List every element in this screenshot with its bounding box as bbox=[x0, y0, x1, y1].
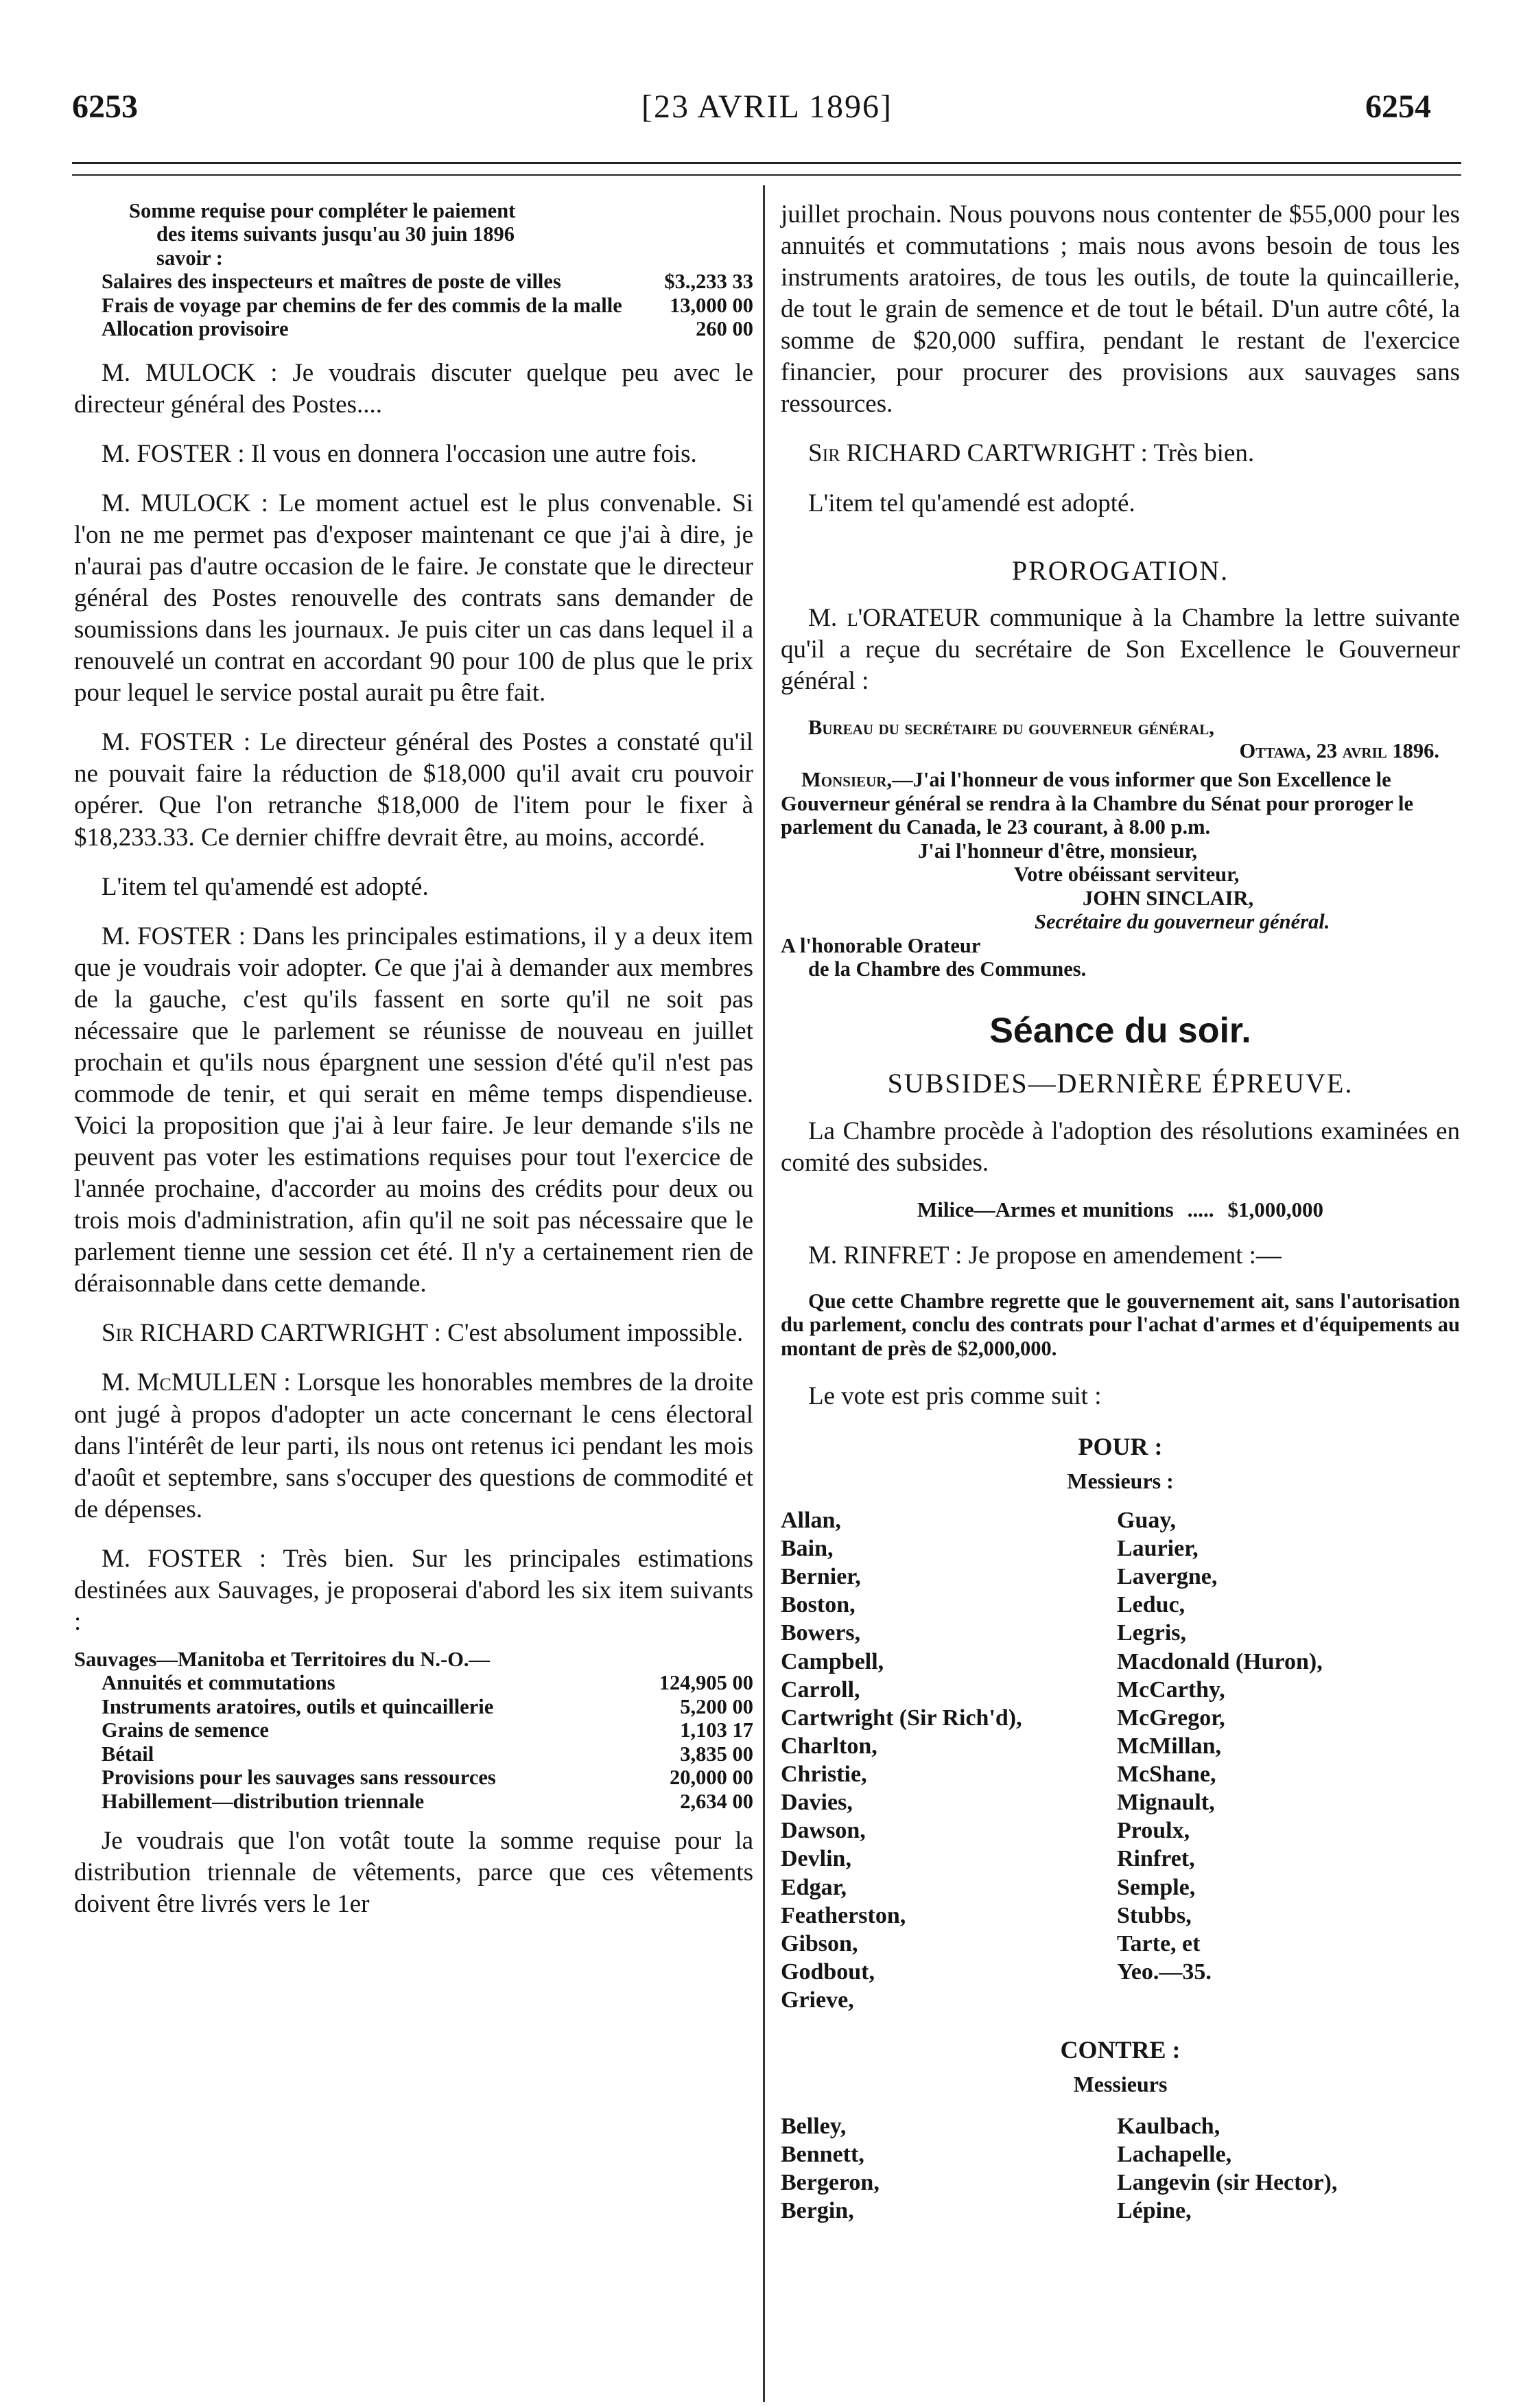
paragraph: M. RINFRET : Je propose en amendement :— bbox=[808, 1241, 1282, 1270]
speaker-name: M. MULOCK : bbox=[102, 358, 278, 387]
estimates-table-postes bbox=[74, 199, 753, 341]
member-name: Carroll, bbox=[781, 1676, 860, 1703]
paragraph: M. MULOCK : Le moment actuel est le plus convenable. Si l'on ne me permet pas d'exposer maintenant ce que j'ai à dire, je n'aurai pas d'autre occasion de le faire. Je constate que le directeur général des Postes renouvelle des contrats sans demander de soumissions dans les journaux. Je puis citer un cas dans lequel il a renouvelé un contrat en accordant 90 pour 100 de plus que le prix pour lequel le service postal aurait pu être fait. bbox=[74, 489, 754, 708]
vote-column bbox=[1117, 1506, 1460, 2014]
table-row: Instruments aratoires, outils et quincaillerie 5,200 00 bbox=[102, 1694, 753, 1718]
member-name: Bowers, bbox=[781, 1620, 861, 1646]
member-name: McShane, bbox=[1117, 1762, 1216, 1788]
letter-office: Bureau du secrétaire du gouverneur général, bbox=[808, 715, 1214, 739]
member-name: Macdonald (Huron), bbox=[1117, 1648, 1323, 1674]
paragraph: M. FOSTER : Le directeur général des Postes a constaté qu'il ne pouvait faire la réduction de $18,000 qu'il avait cru pouvoir opérer. Que l'on retranche $18,000 de l'item pour le fixer à $18,233.33. Ce dernier chiffre devrait être, au moins, accordé. bbox=[74, 728, 753, 852]
page-number-left: 6253 bbox=[72, 89, 138, 125]
table-row: Provisions pour les sauvages sans ressources 20,000 00 bbox=[102, 1766, 753, 1790]
table-row: Annuités et commutations 124,905 00 bbox=[102, 1671, 753, 1695]
member-name: Legris, bbox=[1117, 1620, 1187, 1646]
speaker-name: M. l'ORATEUR bbox=[808, 604, 980, 633]
member-name: Bernier, bbox=[781, 1564, 861, 1590]
vote-column bbox=[1117, 2112, 1460, 2225]
member-name: McCarthy, bbox=[1117, 1676, 1225, 1703]
member-name: Bergin, bbox=[781, 2198, 854, 2224]
section-heading-seance: Séance du soir. bbox=[989, 1010, 1251, 1051]
table-row: Grains de semence 1,103 17 bbox=[102, 1718, 753, 1742]
page-date: [23 AVRIL 1896] bbox=[641, 89, 893, 125]
vote-heading-pour: POUR : bbox=[1078, 1433, 1163, 1461]
speaker-name: M. FOSTER : bbox=[102, 728, 251, 757]
paragraph: M. McMULLEN : Lorsque les honorables membres de la droite ont jugé à propos d'adopter un acte concernant le cens électoral dans l'intérêt de leur parti, ils nous ont retenus ici pendant les mois d'août et septembre, sans s'occuper des questions de commodité et de dépenses. bbox=[74, 1368, 753, 1523]
milice-item: Milice—Armes et munitions ..... $1,000,000 bbox=[781, 1197, 1460, 1224]
paragraph: M. FOSTER : Dans les principales estimations, il y a deux item que je voudrais voir adopter. Ce que j'ai à demander aux membres de la gauche, c'est qu'ils fassent en sorte qu'il ne soit pas nécessaire que le parlement se réunisse de nouveau en juillet prochain et qu'ils nous épargnent une session d'été qu'il n'est pas commode de tenir, et qui serait en même temps dispendieuse. Voici la proposition que j'ai à leur faire. Je leur demande s'ils ne peuvent pas voter les estimations requises pour tout l'exercice de l'année prochaine, d'accorder au moins des crédits pour deux ou trois mois d'administration, afin qu'il ne soit pas nécessaire que le parlement tienne une session cet été. Il n'y a certainement rien de déraisonnable dans cette demande. bbox=[74, 922, 754, 1298]
member-name: Bennett, bbox=[781, 2141, 864, 2167]
table-row: Bétail 3,835 00 bbox=[102, 1742, 753, 1766]
member-name: McGregor, bbox=[1117, 1705, 1225, 1731]
table-row: Frais de voyage par chemins de fer des commis de la malle 13,000 00 bbox=[102, 293, 753, 317]
vote-list-pour bbox=[781, 1506, 1460, 2014]
estimates-table-sauvages bbox=[74, 1648, 753, 1813]
table-row: Salaires des inspecteurs et maîtres de poste de villes $3.,233 33 bbox=[102, 270, 753, 294]
member-name: Proulx, bbox=[1117, 1818, 1190, 1844]
table-heading: Sauvages—Manitoba et Territoires du N.-O.— bbox=[74, 1647, 491, 1671]
paragraph: Le vote est pris comme suit : bbox=[808, 1382, 1102, 1411]
paragraph: M. FOSTER : Très bien. Sur les principales estimations destinées aux Sauvages, je proposerai d'abord les six item suivants : bbox=[74, 1544, 753, 1636]
column-divider bbox=[763, 185, 765, 2402]
member-name: Laurier, bbox=[1117, 1536, 1199, 1562]
member-name: Lachapelle, bbox=[1117, 2141, 1232, 2167]
paragraph: M. FOSTER : Il vous en donnera l'occasion une autre fois. bbox=[102, 439, 697, 468]
header-rule-thin bbox=[72, 174, 1461, 176]
paragraph: Sir RICHARD CARTWRIGHT : C'est absolument impossible. bbox=[102, 1319, 744, 1348]
right-column bbox=[781, 199, 1460, 2241]
paragraph: La Chambre procède à l'adoption des résolutions examinées en comité des subsides. bbox=[781, 1117, 1460, 1178]
letter-addressee: de la Chambre des Communes. bbox=[808, 957, 1087, 981]
member-name: Grieve, bbox=[781, 1987, 854, 2013]
letter-closing: J'ai l'honneur d'être, monsieur, bbox=[918, 839, 1197, 863]
speaker-name: Sir RICHARD CARTWRIGHT : bbox=[808, 439, 1148, 468]
letter-signature: JOHN SINCLAIR, bbox=[1083, 886, 1254, 910]
member-name: Semple, bbox=[1117, 1874, 1196, 1900]
member-name: Mignault, bbox=[1117, 1790, 1215, 1816]
member-name: Lépine, bbox=[1117, 2198, 1192, 2224]
member-name: Kaulbach, bbox=[1117, 2113, 1220, 2139]
section-heading-prorogation: PROROGATION. bbox=[1011, 554, 1229, 586]
vote-column bbox=[781, 2112, 1117, 2225]
member-name: Leduc, bbox=[1117, 1592, 1185, 1618]
table-row: Allocation provisoire 260 00 bbox=[102, 317, 753, 341]
speaker-name: Sir RICHARD CARTWRIGHT : bbox=[102, 1319, 441, 1348]
member-name: Godbout, bbox=[781, 1959, 875, 1985]
member-name: Stubbs, bbox=[1117, 1902, 1192, 1928]
speaker-name: M. McMULLEN : bbox=[102, 1368, 291, 1397]
member-name: Devlin, bbox=[781, 1846, 851, 1872]
letter bbox=[781, 716, 1460, 981]
vote-list-contre bbox=[781, 2112, 1460, 2225]
page-number-right: 6254 bbox=[1365, 89, 1431, 125]
table-intro: Somme requise pour compléter le paiement des items suivants jusqu'au 30 juin 1896 savoir : bbox=[129, 199, 516, 270]
member-name: Bergeron, bbox=[781, 2170, 880, 2196]
speaker-name: M. FOSTER : bbox=[102, 922, 246, 950]
member-name: Dawson, bbox=[781, 1818, 866, 1844]
member-name: Rinfret, bbox=[1117, 1846, 1195, 1872]
member-name: Allan, bbox=[781, 1507, 841, 1533]
member-name: Boston, bbox=[781, 1592, 856, 1618]
speaker-name: M. RINFRET : bbox=[808, 1241, 963, 1270]
member-name: Bain, bbox=[781, 1536, 834, 1562]
member-name: Guay, bbox=[1117, 1507, 1176, 1533]
member-name: Gibson, bbox=[781, 1930, 858, 1956]
paragraph: juillet prochain. Nous pouvons nous contenter de $55,000 pour les annuités et commutations ; mais nous avons besoin de tous les instruments aratoires, de tous les outils, de toute la quincaillerie, de tout le grain de semence et de tout le bétail. D'un autre côté, la somme de $20,000 suffira, pendant le restant de l'exercice financier, pour procurer des provisions aux sauvages sans ressources. bbox=[781, 200, 1460, 419]
speaker-name: M. FOSTER : bbox=[102, 439, 245, 468]
member-name: Lavergne, bbox=[1117, 1564, 1218, 1590]
milice-value: $1,000,000 bbox=[1227, 1197, 1323, 1222]
letter-body: Monsieur,—J'ai l'honneur de vous informer que Son Excellence le Gouverneur général se rendra à la Chambre du Sénat pour proroger le parlement du Canada, le 23 courant, à 8.00 p.m. bbox=[781, 768, 1414, 839]
member-name: Featherston, bbox=[781, 1902, 906, 1928]
member-name: Yeo.—35. bbox=[1117, 1959, 1212, 1985]
paragraph: L'item tel qu'amendé est adopté. bbox=[102, 872, 429, 901]
amendment-text: Que cette Chambre regrette que le gouvernement ait, sans l'autorisation du parlement, conclu des contrats pour l'achat d'armes et d'équipements au montant de près de $2,000,000. bbox=[781, 1289, 1460, 1360]
member-name: Campbell, bbox=[781, 1648, 884, 1674]
letter-place-date: Ottawa, 23 avril 1896. bbox=[1239, 739, 1439, 762]
member-name: Belley, bbox=[781, 2113, 847, 2139]
member-name: Edgar, bbox=[781, 1874, 847, 1900]
member-name: Langevin (sir Hector), bbox=[1117, 2170, 1338, 2196]
letter-addressee: A l'honorable Orateur bbox=[781, 933, 981, 957]
table-row: Habillement—distribution triennale 2,634 00 bbox=[102, 1789, 753, 1813]
member-name: Christie, bbox=[781, 1762, 867, 1788]
member-name: Davies, bbox=[781, 1790, 853, 1816]
member-name: Charlton, bbox=[781, 1733, 877, 1759]
paragraph: Je voudrais que l'on votât toute la somme requise pour la distribution triennale de vêtements, parce que ces vêtements doivent être livrés vers le 1er bbox=[74, 1827, 753, 1919]
paragraph: L'item tel qu'amendé est adopté. bbox=[808, 489, 1135, 517]
header-rule bbox=[72, 162, 1461, 164]
paragraph: M. MULOCK : Je voudrais discuter quelque peu avec le directeur général des Postes.... bbox=[74, 358, 753, 419]
left-column bbox=[74, 199, 753, 1920]
milice-label: Milice—Armes et munitions bbox=[917, 1197, 1174, 1222]
section-heading-subsides: SUBSIDES—DERNIÈRE ÉPREUVE. bbox=[887, 1068, 1354, 1099]
member-name: Tarte, et bbox=[1117, 1930, 1201, 1956]
speaker-name: M. MULOCK : bbox=[102, 489, 268, 517]
paragraph: M. l'ORATEUR communique à la Chambre la lettre suivante qu'il a reçue du secrétaire de Son Excellence le Gouverneur général : bbox=[781, 604, 1460, 696]
member-name: Cartwright (Sir Rich'd), bbox=[781, 1705, 1022, 1731]
speaker-name: M. FOSTER : bbox=[102, 1544, 267, 1573]
vote-heading-contre: CONTRE : bbox=[1060, 2036, 1181, 2064]
paragraph: Sir RICHARD CARTWRIGHT : Très bien. bbox=[808, 439, 1255, 468]
vote-column bbox=[781, 1506, 1117, 2014]
vote-subheading: Messieurs bbox=[1073, 2071, 1168, 2096]
letter-signatory-title: Secrétaire du gouverneur général. bbox=[1035, 910, 1330, 934]
letter-closing: Votre obéissant serviteur, bbox=[1014, 863, 1240, 887]
vote-subheading: Messieurs : bbox=[1067, 1469, 1174, 1494]
member-name: McMillan, bbox=[1117, 1733, 1222, 1759]
